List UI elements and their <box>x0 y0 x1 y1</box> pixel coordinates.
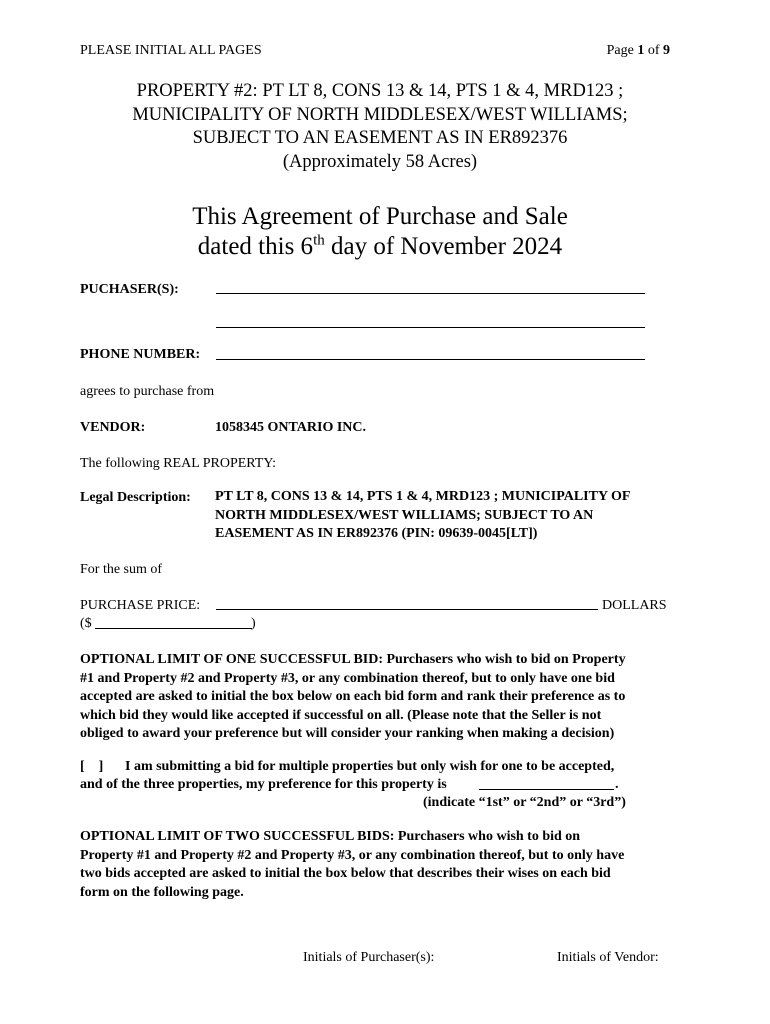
limit-one-line-3: accepted are asked to initial the box below on each bid form and rank their preference as to <box>80 689 626 704</box>
numeric-close: ) <box>251 616 256 631</box>
initial-notice: PLEASE INITIAL ALL PAGES <box>80 43 262 58</box>
limit-one-line-4: which bid they would like accepted if successful on all. (Please note that the Seller is not <box>80 707 602 723</box>
limit-two-line-4: form on the following page. <box>80 884 244 900</box>
limit-one-line-1: OPTIONAL LIMIT OF ONE SUCCESSFUL BID: Purchasers who wish to bid on Property <box>80 652 626 667</box>
agreement-title-line1: This Agreement of Purchase and Sale <box>192 203 568 230</box>
phone-number-field[interactable] <box>216 359 645 360</box>
page-prefix: Page <box>606 43 638 58</box>
purchaser-label: PUCHASER(S): <box>80 282 179 297</box>
page-number <box>600 42 670 59</box>
purchase-price-label: PURCHASE PRICE: <box>80 598 201 613</box>
limit-two-line-2: Property #1 and Property #2 and Property #3, or any combination thereof, but to only have <box>80 847 625 863</box>
legal-description-label: Legal Description: <box>80 490 191 505</box>
purchaser-name-field-2[interactable] <box>216 327 645 328</box>
agreement-date-suffix: day of November 2024 <box>324 233 563 260</box>
vendor-value: 1058345 ONTARIO INC. <box>215 420 367 435</box>
limit-one-paragraph <box>80 651 680 744</box>
property-title-line3: SUBJECT TO AN EASEMENT AS IN ER892376 <box>192 128 568 148</box>
phone-label: PHONE NUMBER: <box>80 347 201 362</box>
preference-field[interactable] <box>479 789 614 790</box>
property-title <box>80 80 680 174</box>
limit-two-line-1: OPTIONAL LIMIT OF TWO SUCCESSFUL BIDS: Purchasers who wish to bid on <box>80 829 581 844</box>
legal-line-2: NORTH MIDDLESEX/WEST WILLIAMS; SUBJECT TO AN <box>215 507 594 523</box>
limit-two-paragraph <box>80 828 680 902</box>
vendor-label: VENDOR: <box>80 420 146 435</box>
vendor-initials-label: Initials of Vendor: <box>557 950 659 965</box>
purchase-price-numeric-field[interactable] <box>95 628 252 629</box>
purchase-price-words-field[interactable] <box>216 609 598 610</box>
limit-one-line-5: obliged to award your preference but will consider your ranking when making a decision) <box>80 726 615 741</box>
limit-two-line-3: two bids accepted are asked to initial the box below that describes their wises on each bid <box>80 866 611 881</box>
dollars-label: DOLLARS <box>602 598 667 613</box>
property-intro: The following REAL PROPERTY: <box>80 456 277 471</box>
property-title-line2: MUNICIPALITY OF NORTH MIDDLESEX/WEST WILLIAMS; <box>132 104 628 125</box>
page-of: of <box>644 43 663 58</box>
property-title-line4: (Approximately 58 Acres) <box>282 151 478 172</box>
legal-description-value <box>215 488 675 544</box>
agreement-date-line <box>80 232 680 262</box>
preference-hint: (indicate “1st” or “2nd” or “3rd”) <box>423 795 626 810</box>
legal-line-1: PT LT 8, CONS 13 & 14, PTS 1 & 4, MRD123 ; MUNICIPALITY OF <box>215 489 631 504</box>
legal-line-3: EASEMENT AS IN ER892376 (PIN: 09639-0045[LT]) <box>215 526 538 541</box>
property-title-line1: PROPERTY #2: PT LT 8, CONS 13 & 14, PTS 1 & 4, MRD123 ; <box>136 81 624 101</box>
checkbox-line-2: and of the three properties, my preference for this property is <box>80 777 447 792</box>
sum-intro: For the sum of <box>80 562 163 577</box>
numeric-open: ($ <box>80 616 92 631</box>
agreement-title <box>80 202 680 262</box>
page-total: 9 <box>663 43 670 58</box>
agreement-date-sup: th <box>313 232 325 249</box>
agrees-text: agrees to purchase from <box>80 384 215 399</box>
purchaser-name-field[interactable] <box>216 293 645 294</box>
initial-box[interactable]: [ ] <box>80 759 104 774</box>
checkbox-line-1: I am submitting a bid for multiple properties but only wish for one to be accepted, <box>125 759 615 774</box>
purchaser-initials-label: Initials of Purchaser(s): <box>303 950 435 965</box>
limit-one-line-2: #1 and Property #2 and Property #3, or any combination thereof, but to only have one bid <box>80 670 615 686</box>
checkbox-line-2-end: . <box>615 777 619 792</box>
agreement-date-prefix: dated this 6 <box>197 233 314 260</box>
page-current: 1 <box>637 43 645 58</box>
